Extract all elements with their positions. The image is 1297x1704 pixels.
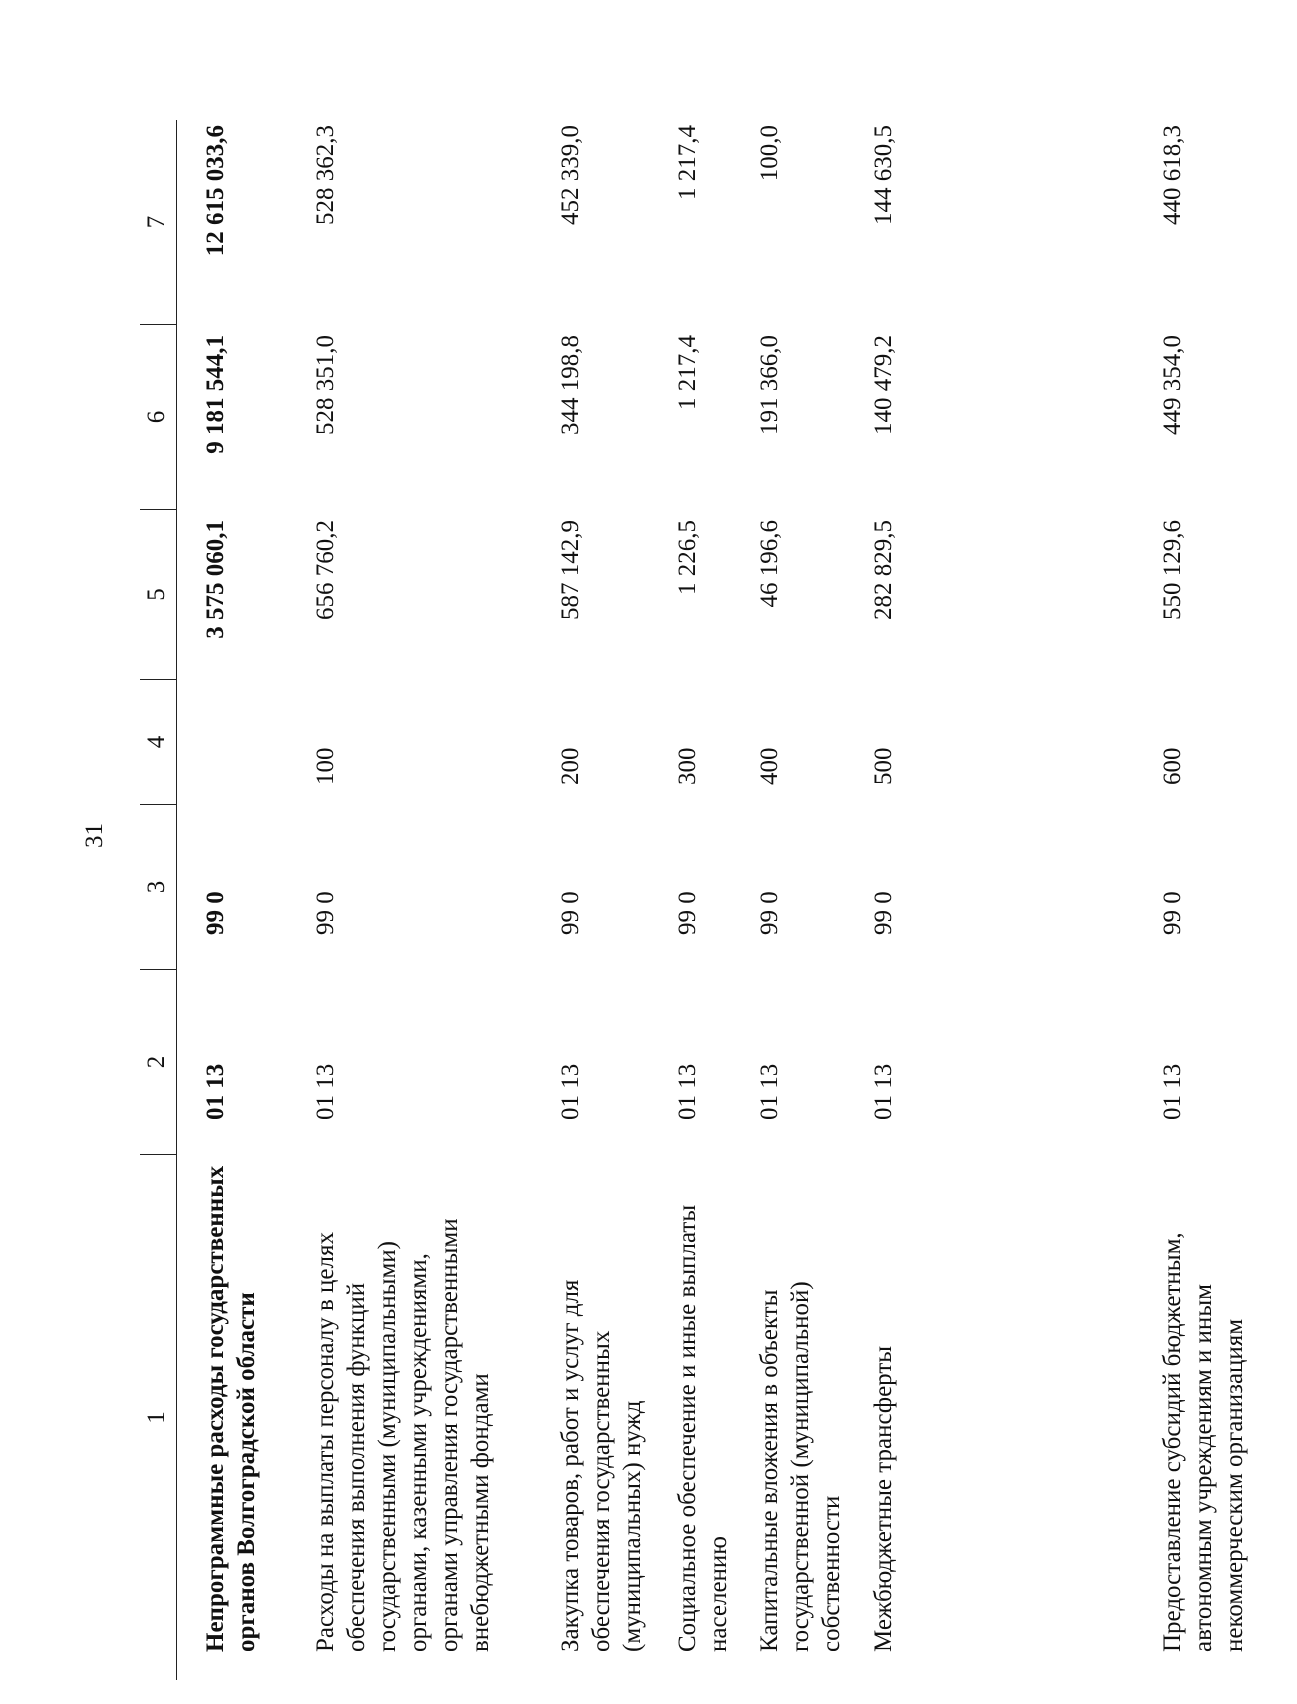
row-col6: 1 217,4 — [674, 335, 701, 410]
row-col3: 99 0 — [870, 891, 897, 935]
row-col4: 600 — [1159, 747, 1186, 785]
row-col3: 99 0 — [1159, 891, 1186, 935]
row-col3: 99 0 — [756, 891, 783, 935]
budget-table — [140, 120, 920, 1680]
row-name: Непрограммные расходы государственных органов Волгоградской области — [202, 1165, 260, 1652]
header-col-6: 6 — [140, 325, 176, 510]
row-col3: 99 0 — [674, 891, 701, 935]
row-col2: 01 13 — [202, 1063, 229, 1120]
row-col2: 01 13 — [756, 1063, 783, 1120]
row-col4: 400 — [756, 747, 783, 785]
header-col-7: 7 — [140, 120, 176, 325]
row-col3: 99 0 — [312, 891, 339, 935]
header-col-2: 2 — [140, 970, 176, 1155]
row-col6: 528 351,0 — [312, 335, 339, 435]
row-col2: 01 13 — [557, 1063, 584, 1120]
row-name: Предоставление субсидий бюджетным, автономным учреждениям и иным некоммерческим организациям — [1159, 1232, 1248, 1652]
row-col7: 100,0 — [756, 125, 783, 182]
table-header-row — [140, 120, 177, 1680]
row-col5: 587 142,9 — [557, 520, 584, 620]
row-col6: 191 366,0 — [756, 335, 783, 435]
row-col5: 282 829,5 — [870, 520, 897, 620]
row-col7: 440 618,3 — [1159, 125, 1186, 225]
row-col4: 500 — [870, 747, 897, 785]
header-col-5: 5 — [140, 510, 176, 680]
row-col5: 656 760,2 — [312, 520, 339, 620]
page-number: 31 — [81, 823, 108, 848]
row-col4: 200 — [557, 747, 584, 785]
row-col3: 99 0 — [202, 891, 229, 935]
row-col6: 140 479,2 — [870, 335, 897, 435]
row-col7: 452 339,0 — [557, 125, 584, 225]
row-col5: 1 226,5 — [674, 520, 701, 595]
row-name: Межбюджетные трансферты — [870, 1345, 897, 1652]
row-col7: 12 615 033,6 — [202, 125, 229, 257]
row-col2: 01 13 — [674, 1063, 701, 1120]
row-col5: 550 129,6 — [1159, 520, 1186, 620]
row-name: Расходы на выплаты персоналу в целях обеспечения выполнения функций государственными (муниципальными) органами, казенными учреждениями, органами управления государственными внебюджетными фондами — [312, 1218, 494, 1652]
row-col5: 46 196,6 — [756, 520, 783, 608]
header-col-4: 4 — [140, 680, 176, 805]
row-name: Капитальные вложения в объекты государственной (муниципальной) собственности — [756, 1281, 845, 1652]
row-col6: 9 181 544,1 — [202, 335, 229, 454]
row-col2: 01 13 — [1159, 1063, 1186, 1120]
row-col6: 449 354,0 — [1159, 335, 1186, 435]
budget-table-continued — [1157, 120, 1297, 1680]
row-col2: 01 13 — [312, 1063, 339, 1120]
row-col2: 01 13 — [870, 1063, 897, 1120]
row-col7: 528 362,3 — [312, 125, 339, 225]
row-col3: 99 0 — [557, 891, 584, 935]
header-col-1: 1 — [143, 1411, 170, 1424]
row-col6: 344 198,8 — [557, 335, 584, 435]
row-col7: 144 630,5 — [870, 125, 897, 225]
row-col5: 3 575 060,1 — [202, 520, 229, 639]
row-col4: 100 — [312, 747, 339, 785]
row-name: Социальное обеспечение и иные выплаты населению — [674, 1204, 732, 1652]
header-col-3: 3 — [140, 805, 176, 970]
row-col4: 300 — [674, 747, 701, 785]
row-name: Закупка товаров, работ и услуг для обеспечения государственных (муниципальных) нужд — [557, 1279, 646, 1652]
row-col7: 1 217,4 — [674, 125, 701, 200]
